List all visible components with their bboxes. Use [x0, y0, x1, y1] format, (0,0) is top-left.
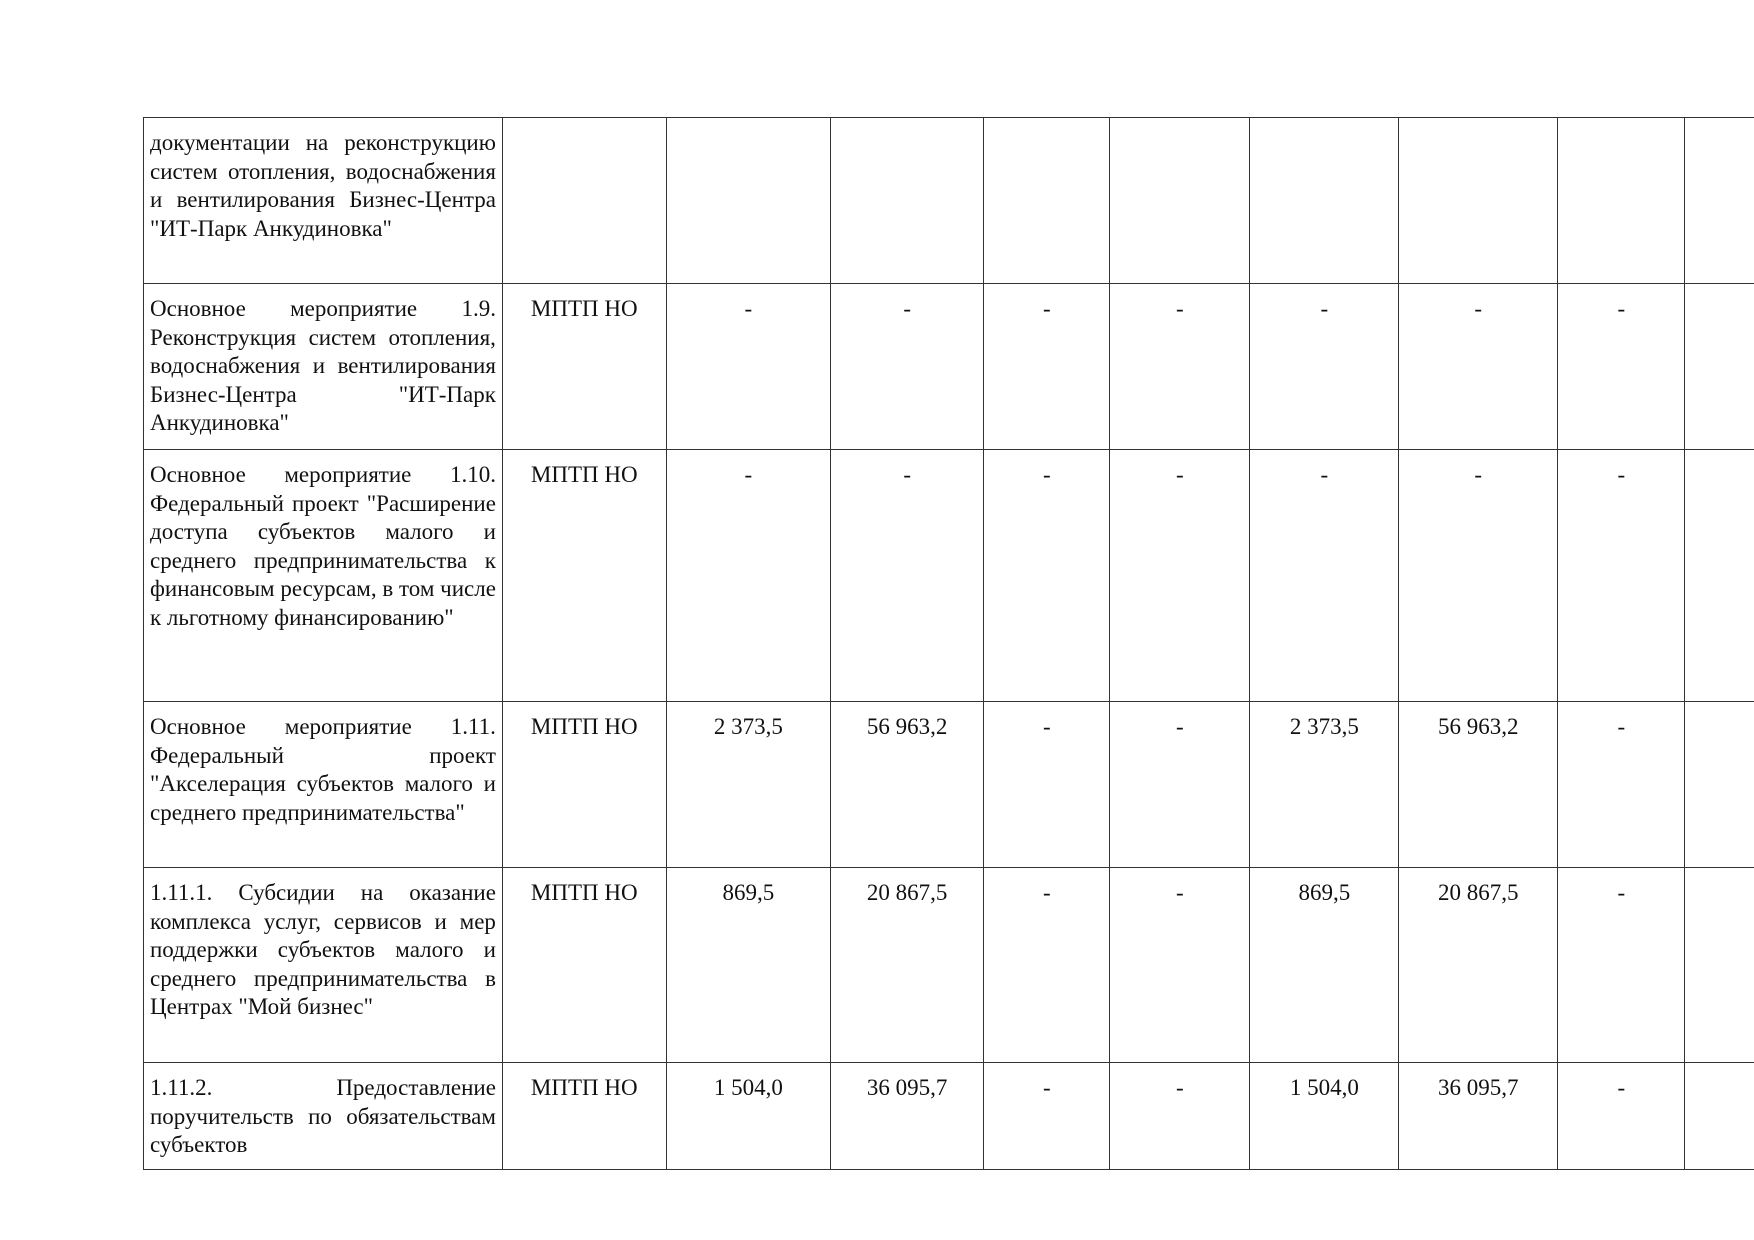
value-cell: - [1110, 702, 1250, 868]
value-cell [1399, 118, 1558, 284]
truncated-column-cell [1685, 118, 1754, 284]
table-row [144, 284, 1754, 450]
value-cell: 869,5 [666, 868, 831, 1063]
value-cell: - [1110, 450, 1250, 702]
value-cell: 56 963,2 [831, 702, 984, 868]
value-cell: 2 373,5 [1250, 702, 1399, 868]
value-cell: - [1558, 1063, 1685, 1170]
truncated-column-cell [1685, 450, 1754, 702]
value-cell [1558, 118, 1685, 284]
executor-cell: МПТП НО [502, 702, 666, 868]
value-cell: - [1399, 450, 1558, 702]
value-cell: 869,5 [1250, 868, 1399, 1063]
value-cell: - [666, 284, 831, 450]
value-cell: - [1558, 868, 1685, 1063]
program-activities-table [143, 117, 1754, 1170]
value-cell: 1 504,0 [1250, 1063, 1399, 1170]
value-cell: 20 867,5 [1399, 868, 1558, 1063]
executor-cell: МПТП НО [502, 1063, 666, 1170]
value-cell: - [1558, 284, 1685, 450]
activity-name-cell: 1.11.2. Предоставление поручительств по обязательствам субъектов [144, 1063, 503, 1170]
executor-cell: МПТП НО [502, 284, 666, 450]
value-cell [1110, 118, 1250, 284]
value-cell: - [1558, 702, 1685, 868]
table-row [144, 118, 1754, 284]
value-cell: - [831, 450, 984, 702]
activity-name-cell: Основное мероприятие 1.9. Реконструкция систем отопления, водоснабжения и вентилирования Бизнес-Центра "ИТ-Парк Анкудиновка" [144, 284, 503, 450]
executor-cell: МПТП НО [502, 868, 666, 1063]
value-cell [831, 118, 984, 284]
executor-cell: МПТП НО [502, 450, 666, 702]
executor-cell [502, 118, 666, 284]
truncated-column-cell [1685, 702, 1754, 868]
value-cell [984, 118, 1110, 284]
value-cell: 56 963,2 [1399, 702, 1558, 868]
truncated-column-cell [1685, 868, 1754, 1063]
table-row [144, 1063, 1754, 1170]
value-cell: - [1110, 1063, 1250, 1170]
value-cell: - [984, 702, 1110, 868]
value-cell: - [984, 284, 1110, 450]
value-cell: 2 373,5 [666, 702, 831, 868]
value-cell: 36 095,7 [1399, 1063, 1558, 1170]
value-cell: 1 504,0 [666, 1063, 831, 1170]
activity-name-cell: 1.11.1. Субсидии на оказание комплекса услуг, сервисов и мер поддержки субъектов малого и среднего предпринимательства в Центрах "Мой бизнес" [144, 868, 503, 1063]
value-cell: - [666, 450, 831, 702]
truncated-column-cell [1685, 284, 1754, 450]
value-cell: - [1110, 868, 1250, 1063]
value-cell: 36 095,7 [831, 1063, 984, 1170]
table-row [144, 702, 1754, 868]
activity-name-cell: документации на реконструкцию систем отопления, водоснабжения и вентилирования Бизнес-Центра "ИТ-Парк Анкудиновка" [144, 118, 503, 284]
value-cell: - [1558, 450, 1685, 702]
value-cell: - [1399, 284, 1558, 450]
truncated-column-cell [1685, 1063, 1754, 1170]
activity-name-cell: Основное мероприятие 1.10. Федеральный проект "Расширение доступа субъектов малого и среднего предпринимательства к финансовым ресурсам, в том числе к льготному финансированию" [144, 450, 503, 702]
value-cell: - [1250, 284, 1399, 450]
value-cell [666, 118, 831, 284]
value-cell: - [984, 868, 1110, 1063]
value-cell: - [831, 284, 984, 450]
value-cell: - [984, 450, 1110, 702]
value-cell: - [1250, 450, 1399, 702]
value-cell: - [1110, 284, 1250, 450]
value-cell: - [984, 1063, 1110, 1170]
value-cell [1250, 118, 1399, 284]
table-row [144, 450, 1754, 702]
value-cell: 20 867,5 [831, 868, 984, 1063]
table-row [144, 868, 1754, 1063]
activity-name-cell: Основное мероприятие 1.11. Федеральный проект "Акселерация субъектов малого и среднего предпринимательства" [144, 702, 503, 868]
